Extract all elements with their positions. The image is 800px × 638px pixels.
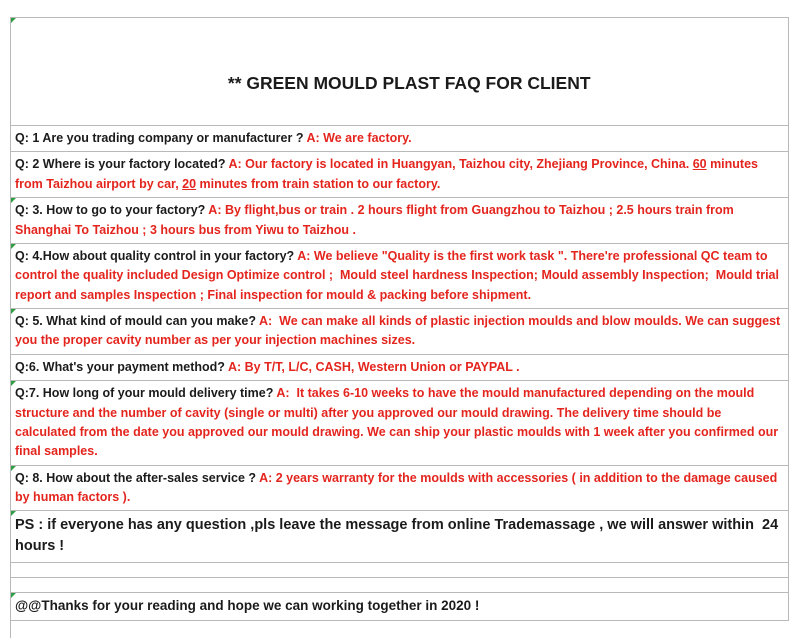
- cell-error-marker-icon: [11, 198, 16, 203]
- answer-segment: A: We believe "Quality is the first work task ". There're professional QC team to control the quality included Design Optimize control ; Mould steel hardness Inspection; Mould assembly Inspection; Mould trial report and samples Inspection ; Final inspection for mould & packing before shipment.: [15, 248, 783, 302]
- cell-error-marker-icon: [11, 593, 16, 598]
- answer-underlined-segment: 20: [182, 176, 197, 191]
- answer-text: [228, 360, 520, 374]
- faq-row: [10, 308, 789, 355]
- cell-error-marker-icon: [11, 18, 16, 23]
- cell-error-marker-icon: [11, 466, 16, 471]
- faq-row: [10, 125, 789, 152]
- faq-row: [10, 197, 789, 244]
- answer-segment: A: By flight,bus or train . 2 hours flight from Guangzhou to Taizhou ; 2.5 hours train from Shanghai To Taizhou ; 3 hours bus from Yiwu to Taizhou .: [15, 203, 738, 237]
- answer-underlined-segment: 60: [692, 157, 707, 172]
- note-text: @@Thanks for your reading and hope we can working together in 2020 !: [15, 598, 480, 614]
- grid-edge-stub: [10, 620, 11, 638]
- faq-row: [10, 465, 789, 512]
- cell-error-marker-icon: [11, 511, 16, 516]
- note-row: [10, 592, 789, 621]
- question-text: Q: 8. How about the after-sales service ?: [15, 470, 260, 485]
- faq-row: [10, 354, 789, 381]
- empty-row: [10, 577, 789, 593]
- answer-segment: A: 2 years warranty for the moulds with accessories ( in addition to the damage caused by human factors ).: [15, 470, 781, 504]
- question-text: Q:6. What's your payment method?: [15, 359, 228, 374]
- question-text: Q: 5. What kind of mould can you make?: [15, 314, 260, 328]
- question-text: Q: 2 Where is your factory located?: [15, 157, 229, 172]
- answer-segment: A: We can make all kinds of plastic injection moulds and blow moulds. We can suggest you the proper cavity number as per your injection machines sizes.: [15, 314, 784, 348]
- page-title: ** GREEN MOULD PLAST FAQ FOR CLIENT: [227, 73, 591, 93]
- answer-segment: A: Our factory is located in Huangyan, Taizhou city, Zhejiang Province, China.: [228, 157, 693, 172]
- question-text: Q: 1 Are you trading company or manufacturer ?: [15, 131, 307, 145]
- question-text: Q: 4.How about quality control in your factory?: [15, 248, 298, 263]
- answer-segment: minutes from train station to our factory.: [196, 176, 441, 191]
- cell-error-marker-icon: [11, 309, 16, 314]
- faq-row: [10, 380, 789, 466]
- faq-row: [10, 151, 789, 198]
- empty-row: [10, 562, 789, 578]
- answer-segment: A: By T/T, L/C, CASH, Western Union or PAYPAL .: [227, 359, 520, 374]
- answer-segment: A: We are factory.: [306, 131, 412, 145]
- question-text: Q:7. How long of your mould delivery time?: [15, 386, 277, 401]
- answer-segment: A: It takes 6-10 weeks to have the mould manufactured depending on the mould structure and the number of cavity (single or multi) after you approved our mould drawing. The delivery time should be calculated from the date you approved our mould drawing. We can ship your plastic moulds with 1 week after you confirmed our final samples.: [15, 386, 782, 459]
- page-title-row: [10, 17, 789, 126]
- answer-segment: minutes from Taizhou airport by car,: [15, 157, 762, 191]
- question-text: Q: 3. How to go to your factory?: [15, 203, 209, 218]
- answer-text: [307, 131, 412, 145]
- cell-error-marker-icon: [11, 244, 16, 249]
- faq-sheet: [10, 18, 789, 638]
- faq-rows: [10, 125, 789, 621]
- cell-error-marker-icon: [11, 381, 16, 386]
- faq-row: [10, 243, 789, 309]
- note-row: [10, 510, 789, 563]
- note-text: PS : if everyone has any question ,pls leave the message from online Trademassage , we will answer within 24 hours !: [15, 517, 783, 555]
